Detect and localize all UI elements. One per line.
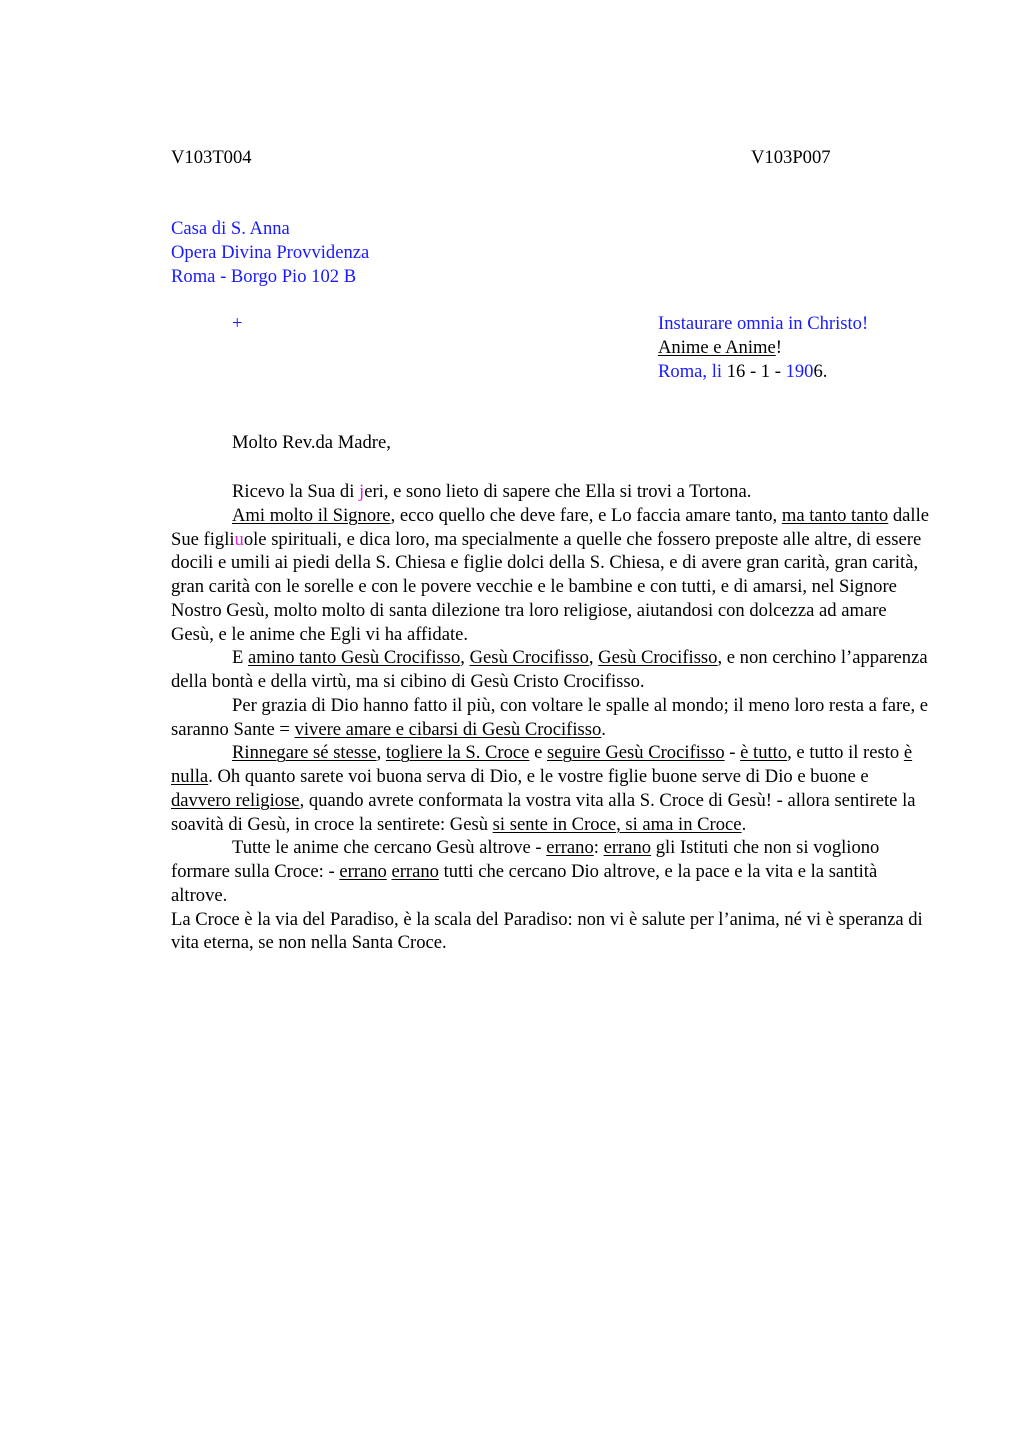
p5-underline-6: davvero religiose [171,789,300,811]
p2-correction: u [234,528,244,550]
paragraph-1 [171,480,931,504]
motto-punct: ! [775,337,782,358]
p1-text-a: Ricevo la Sua di [232,481,360,502]
paragraph-3 [171,646,931,694]
p2-text-2: dalle Sue figli [171,504,930,550]
letterhead-line-3 [171,265,356,289]
p5-text-3: - [724,742,741,764]
p3-underline-2: Gesù Crocifisso [469,647,589,669]
p6-text-2: : [593,837,604,859]
salutation: Molto Rev.da Madre, [232,432,391,453]
address-suffix: B [339,266,357,287]
cross-mark: + [232,313,243,334]
p6-underline-3: errano [339,861,387,882]
p6-underline-1: errano [546,837,594,859]
p3-text-1: E [232,647,249,669]
p6-text-5: tutti che cercano Dio altrove, e la pace e la vita e la santità altrove. [171,861,878,906]
p1-text-b: eri, e sono lieto di sapere che Ella si trovi a Tortona. [364,481,752,502]
p5-text-2: e [529,742,547,764]
p5-text-7: . [741,813,747,835]
dateline [658,360,827,384]
p5-text-5: . Oh quanto sarete voi buona serva di Dio, e le vostre figlie buone serve di Dio e buone e [208,766,869,787]
p2-underline-1: Ami molto il Signore [232,504,391,526]
p5-text-4: , e tutto il resto [787,742,904,764]
p4-text-2: . [601,718,606,740]
paragraph-2 [171,504,931,647]
dateline-place: Roma, li [658,361,727,382]
p5-underline-5: è nulla [171,742,913,787]
p5-text-6: , quando avrete conformata la vostra vita alla S. Croce di Gesù! - allora sentirete la soavità di Gesù, in croce la sentirete: Gesù [171,789,916,835]
p5-underline-4: è tutto [740,742,788,764]
p6-underline-4: errano [391,861,439,882]
document-code-right: V103P007 [751,147,831,168]
address-street: Roma - Borgo Pio [171,266,312,287]
document-code-left: V103T004 [171,147,252,168]
p6-underline-2: errano [603,837,652,859]
p5-text-1: , [376,742,386,764]
p3-text-2: , [460,647,470,669]
p3-underline-3: Gesù Crocifisso [598,647,718,669]
p6-text-3: gli Istituti che non si vogliono formare sulla Croce: - [171,837,880,882]
paragraph-6 [171,836,931,907]
paragraph-5 [171,741,931,836]
p6-text-1: Tutte le anime che cercano Gesù altrove - [232,837,547,859]
p2-underline-2: ma tanto tanto [781,504,889,526]
address-number: 102 [311,266,340,287]
p4-text-1: Per grazia di Dio hanno fatto il più, con voltare le spalle al mondo; il meno loro resta a fare, e saranno Sante = [171,694,929,740]
dateline-end: . [822,361,828,382]
p3-text-4: , e non cerchino l’apparenza della bontà e della virtù, ma si cibino di Gesù Cristo Crocifisso. [171,647,928,692]
p5-underline-2: togliere la S. Croce [385,742,530,764]
motto-line-2 [658,336,782,360]
dateline-year-handwritten: 6 [813,361,823,382]
p5-underline-3: seguire Gesù Crocifisso [546,742,725,764]
p4-underline-1: vivere amare e cibarsi di Gesù Crocifisso [294,718,602,740]
paragraph-4 [171,694,931,742]
p2-text-1: , ecco quello che deve fare, e Lo faccia amare tanto, [390,504,782,526]
letter-body [171,480,931,955]
letterhead-line-1: Casa di S. Anna [171,218,290,239]
p5-underline-1: Rinnegare sé stesse [232,742,377,764]
p5-underline-7: si sente in Croce, si ama in Croce [492,813,742,835]
letterhead-line-2: Opera Divina Provvidenza [171,242,370,263]
dateline-year-printed: 190 [785,361,814,382]
p2-text-3: ole spirituali, e dica loro, ma specialmente a quelle che fossero preposte alle altre, di essere docili e umili ai piedi della S. Chiesa e figlie dolci della S. Chiesa, e di avere gran carità, gran carità, gran carità con le sorelle e con le povere vecchie e le bambine e con tutti, e di amarsi, nel Signore Nostro Gesù, molto molto di santa dilezione tra loro religiose, aiutandosi con dolcezza ad amare Gesù, e le anime che Egli vi ha affidate. [171,528,922,645]
motto-line-1: Instaurare omnia in Christo! [658,313,869,334]
p3-underline-1: amino tanto Gesù Crocifisso [248,647,461,669]
motto-underlined: Anime e Anime [658,337,776,358]
p3-text-3: , [588,647,599,669]
p1-correction: j [359,481,365,502]
dateline-day-month: 16 - 1 - [726,361,786,382]
paragraph-7: La Croce è la via del Paradiso, è la scala del Paradiso: non vi è salute per l’anima, né vi è speranza di vita eterna, se non nella Santa Croce. [171,908,923,954]
